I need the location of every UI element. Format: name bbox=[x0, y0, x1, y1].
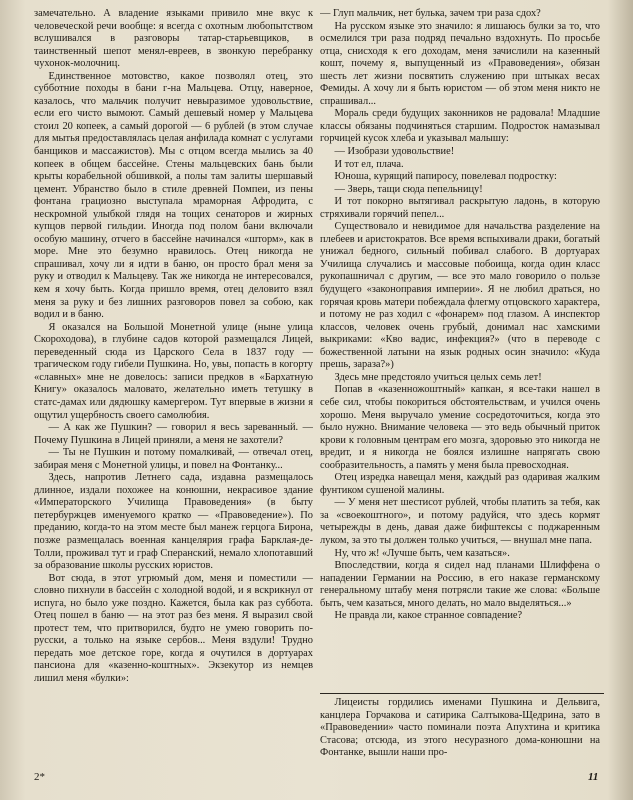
right-text-column bbox=[320, 8, 600, 692]
paragraph: Мораль среди будущих законников не радовала! Младшие классы обязаны подчиняться старшим. Подросток намазывал горчицей кусок хлеба и указывал малышу: bbox=[320, 108, 600, 145]
paragraph: Отец изредка навещал меня, каждый раз одаривая жалким фунтиком сушеной малины. bbox=[320, 472, 600, 496]
section-divider bbox=[320, 693, 604, 694]
signature-mark: 2* bbox=[34, 771, 45, 783]
paragraph: Не правда ли, какое странное совпадение? bbox=[334, 610, 523, 622]
paragraph: — Ты не Пушкин и потому помалкивай, — отвечал отец, забирая меня с Монетной улицы, и повел на Фонтанку... bbox=[34, 447, 313, 471]
paragraph: Существовало и невидимое для начальства разделение на плебеев и аристократов. Все время вспыхивали драки, богатый унижал бедного, сильный побивал слабого. В дортуарах Училища случались и массовые побоища, когда один класс рукопашничал с другим, — все это мало говорило о пользе будущего «законоправия империи». Я не любил драться, но горячая кровь матери побеждала флегму отцовского характера, и потому не раз ходил с «фонарем» под глазом. А инспектор классов, человек очень грубый, донимал нас хамскими выкриками: «Кво вадис, инфекция?» (что в переводе с божественной латыни на язык родных осин значило: «Куда прешь, зараза?») bbox=[320, 221, 600, 371]
paragraph: Ну, что ж! «Лучше быть, чем казаться». bbox=[334, 547, 510, 559]
paragraph: И тот покорно вытягивал раскрытую ладонь, в которую стряхивали горячий пепел... bbox=[320, 196, 600, 220]
paragraph: Я оказался на Большой Монетной улице (ныне улица Скороходова), в глубине садов которой размещался Лицей, переведенный сюда из Царского Села в 1837 году — трагическом году гибели Пушкина. Но, увы, попасть в когорту «славных» мне не довелось: записи предков в «Бархатную Книгу» оказалось маловато, желательно иметь тетушку в статс-дамах или дядюшку камергером. Тут впервые в жизни я ощутил ущербность своего самолюбия. bbox=[34, 321, 313, 421]
paragraph: — У меня нет шестисот рублей, чтобы платить за тебя, как за «своекоштного», и потому радуйся, что здесь кормят четырежды в день, давая даже бифштексы с поджаренным луком, за это ты должен только учиться, — внушал мне папа. bbox=[320, 497, 600, 546]
paragraph: Лицеисты гордились именами Пушкина и Дельвига, канцлера Горчакова и сатирика Салтыкова-Щедрина, зато в «Правоведении» часто поминали поэта Апухтина и критика Стасова; отсюда, из этого несуразного дома-конюшни на Фонтанке, вышли наши про- bbox=[320, 697, 600, 759]
paragraph: — Изобрази удовольствие! bbox=[334, 146, 455, 158]
left-text-column bbox=[34, 8, 313, 768]
paragraph: Попав в «казенножоштный» капкан, я все-таки нашел в себе сил, чтобы покориться обстоятельствам, и учился очень хорошо. Меня выручало умение сосредоточиться, когда это было нужно. Внимание человека — это ведь обычный приток крови к головным центрам его мозга, здоровью это никогда не вредит, и я никогда не боялся излишне напрягать свою сообразительность, а память у меня была превосходная. bbox=[320, 384, 600, 471]
paragraph: Юноша, курящий папиросу, повелевал подростку: bbox=[334, 171, 557, 183]
paragraph: Единственное мотовство, какое позволял отец, это субботние походы в бани г-на Мальцева. Отцу, наверное, казалось, что мальчик получит невыразимое удовольствие, если его чисто вымоют. Самый дешевый номер у Мальцева стоил 20 копеек, а самый дорогой — 6 рублей (в этом случае для мытья предоставлялась целая анфилада комнат с услугами банщиков и массажистов). Мы с отцом всегда мылись за 40 копеек в общем бассейне. Стены мальцевских бань были крыты корабельной обшивкой, а полы там залиты шершавый цемент. Убранство было в стиле древней Помпеи, из пены фонтана грациозно выступала мраморная Афродита, с нескромной улыбкой глядя на тощих сенаторов и жирных купцов первой гильдии. Иногда под полом бани включали особую машину, отчего в бассейне начинался «шторм», как в море. Мне это безумно нравилось. Отец никогда не спрашивал, хочу ли я идти в баню, он просто брал меня за руку и отводил к Мальцеву. Так же никогда не интересовался, кем я хочу быть. Когда пришло время, отец деловито взял меня за руку и без лишних разговоров повел за собою, как водил и в баню. bbox=[34, 70, 313, 321]
paragraph: Здесь мне предстояло учиться целых семь лет! bbox=[334, 371, 542, 383]
page-number: 11 bbox=[588, 771, 599, 783]
paragraph: — А как же Пушкин? — говорил я весь зареванный. — Почему Пушкина в Лицей приняли, а меня не захотели? bbox=[34, 422, 313, 446]
paragraph: замечательно. А владение языками привило мне вкус к человеческой речи вообще: я всегда с охотным любопытством вслушивался в разговоры татар-старьевщиков, в таинственный шепот менял-евреев, в звонкую перебранку чухонок-молочниц. bbox=[34, 8, 313, 70]
paragraph: И тот ел, плача. bbox=[334, 158, 404, 170]
paragraph: — Глуп мальчик, нет булька, зачем три раза сдох? bbox=[320, 8, 541, 19]
paragraph: На русском языке это значило: я лишаюсь булки за то, что осмелился три раза подряд печально вздохнуть. По просьбе отца, снисходя к его доходам, меня зачислили на казенный кошт, почему я, выпущенный из «Правоведения», обязан шесть лет жизни посвятить служению при штыках весах Фемиды. А хочу ли я быть юристом — об этом меня никто не спрашивал... bbox=[320, 20, 600, 107]
paragraph: — Зверь, тащи сюда пепельницу! bbox=[334, 183, 483, 195]
continuation-text bbox=[320, 697, 600, 760]
paragraph: Здесь, напротив Летнего сада, издавна размещалось длинное, издали похожее на конюшни, некрасивое здание «Императорского Училища Правоведения» (в быту петербуржцев именуемого кратко — «Правоведение»). По преданию, когда-то на этом месте был манеж герцога Бирона, позже размещалась военная канцелярия графа Барклая-де-Толли, проживал тут и граф Сперанский, немало хлопотавший за образование школы русских юристов. bbox=[34, 472, 313, 572]
paragraph: Впоследствии, когда я сидел над планами Шлиффена о нападении Германии на Россию, в его наказе германскому генеральному штабу меня потрясли такие же слова: «Больше быть, чем казаться, много делать, но мало выделяться...» bbox=[320, 560, 600, 609]
paragraph: Вот сюда, в этот угрюмый дом, меня и поместили — словно пихнули в бассейн с холодной водой, и я вскрикнул от испуга, но было уже поздно. Кажется, была как раз суббота. Отец пошел в баню — на этот раз без меня. Я выразил свой протест тем, что притворился, будто не умею говорить по-русски, а только на языке сербов... Меня вздули! Трудно передать мое детское горе, когда я очутился в дортуарах пансиона для «казенно-коштных». Экзекутор из немцев лишил меня «булки»: bbox=[34, 572, 313, 684]
